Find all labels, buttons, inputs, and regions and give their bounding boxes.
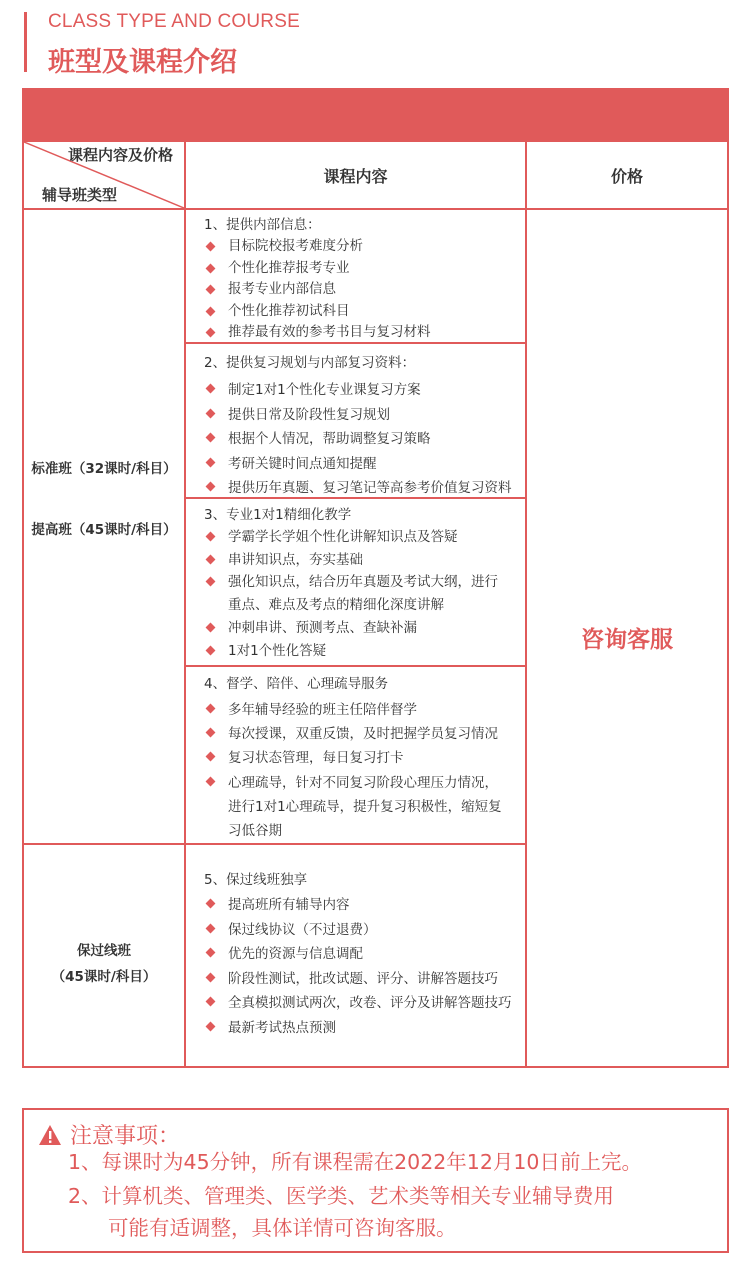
list-item: 复习状态管理，每日复习打卡 — [204, 746, 525, 771]
diag-bottom-label: 辅导班类型 — [42, 186, 118, 204]
list-item: 阶段性测试，批改试题、评分、讲解答题技巧 — [204, 967, 525, 992]
header-title: 班型及课程介绍 — [48, 47, 237, 78]
diamond-bullet-icon — [206, 752, 216, 762]
section-one-on-one — [186, 499, 525, 662]
section-review-plan — [186, 344, 525, 501]
diamond-bullet-icon — [206, 408, 216, 418]
diamond-bullet-icon — [206, 433, 216, 443]
list-item: 保过线协议（不过退费） — [204, 918, 525, 943]
diamond-bullet-icon — [206, 306, 216, 316]
diamond-bullet-icon — [206, 263, 216, 273]
notice-line-1: 1、每课时为45分钟，所有课程需在2022年12月10日前上完。 — [68, 1150, 642, 1174]
section-title: 5、保过线班独享 — [204, 872, 308, 888]
section-title: 1、提供内部信息： — [204, 217, 321, 233]
section-title: 2、提供复习规划与内部复习资料： — [204, 355, 416, 371]
diamond-bullet-icon — [206, 777, 216, 787]
price-consult-service[interactable]: 咨询客服 — [581, 626, 673, 653]
class-type-standard: 标准班（32课时/科目） — [31, 461, 177, 477]
notice-title — [38, 1119, 180, 1150]
table-top-banner — [22, 88, 729, 140]
diag-top-label: 课程内容及价格 — [68, 146, 174, 164]
list-item: 最新考试热点预测 — [204, 1016, 525, 1041]
diamond-bullet-icon — [206, 328, 216, 338]
diamond-bullet-icon — [206, 948, 216, 958]
list-item: 根据个人情况，帮助调整复习策略 — [204, 427, 525, 452]
diamond-bullet-icon — [206, 554, 216, 564]
diamond-bullet-icon — [206, 482, 216, 492]
diamond-bullet-icon — [206, 384, 216, 394]
column-header-content: 课程内容 — [323, 166, 388, 186]
list-item: 全真模拟测试两次，改卷、评分及讲解答题技巧 — [204, 991, 525, 1016]
notice-line-2: 2、计算机类、管理类、医学类、艺术类等相关专业辅导费用 — [68, 1184, 615, 1208]
section-guarantee — [186, 845, 525, 1040]
diamond-bullet-icon — [206, 728, 216, 738]
list-item: 提高班所有辅导内容 — [204, 893, 525, 918]
list-item: 优先的资源与信息调配 — [204, 942, 525, 967]
list-item: 1对1个性化答疑 — [204, 640, 525, 663]
diamond-bullet-icon — [206, 285, 216, 295]
list-item: 报考专业内部信息 — [204, 279, 525, 301]
list-item: 个性化推荐初试科目 — [204, 301, 525, 323]
diamond-bullet-icon — [206, 899, 216, 909]
section-title: 4、督学、陪伴、心理疏导服务 — [204, 676, 389, 692]
diamond-bullet-icon — [206, 972, 216, 982]
notice-line-3: 可能有适调整，具体详情可咨询客服。 — [108, 1216, 457, 1240]
diamond-bullet-icon — [206, 704, 216, 714]
list-item: 冲刺串讲、预测考点、查缺补漏 — [204, 617, 525, 640]
class-type-advanced: 提高班（45课时/科目） — [31, 522, 177, 538]
list-item: 多年辅导经验的班主任陪伴督学 — [204, 698, 525, 722]
warning-icon — [38, 1124, 62, 1146]
diamond-bullet-icon — [206, 577, 216, 587]
diamond-bullet-icon — [206, 645, 216, 655]
list-item: 目标院校报考难度分析 — [204, 236, 525, 258]
section-internal-info — [186, 208, 525, 344]
notice-box — [22, 1108, 729, 1253]
diamond-bullet-icon — [206, 457, 216, 467]
diamond-bullet-icon — [206, 1021, 216, 1031]
list-item: 个性化推荐报考专业 — [204, 258, 525, 280]
diamond-bullet-icon — [206, 997, 216, 1007]
course-table — [22, 140, 729, 1068]
list-item: 强化知识点，结合历年真题及考试大纲，进行重点、难点及考点的精细化深度讲解 — [204, 571, 525, 617]
notice-title-text: 注意事项： — [70, 1124, 181, 1149]
header-english-title: CLASS TYPE AND COURSE — [48, 11, 300, 32]
list-item: 学霸学长学姐个性化讲解知识点及答疑 — [204, 526, 525, 549]
list-item: 提供历年真题、复习笔记等高参考价值复习资料 — [204, 476, 525, 501]
list-item: 每次授课，双重反馈，及时把握学员复习情况 — [204, 722, 525, 746]
section-title: 3、专业1对1精细化教学 — [204, 507, 352, 523]
class-type-guarantee-hours: （45课时/科目） — [51, 969, 157, 985]
diamond-bullet-icon — [206, 923, 216, 933]
header-accent-bar — [24, 12, 27, 72]
class-type-guarantee: 保过线班 — [77, 943, 131, 959]
section-supervision — [186, 667, 525, 843]
list-item: 串讲知识点，夯实基础 — [204, 549, 525, 572]
diamond-bullet-icon — [206, 623, 216, 633]
list-item: 制定1对1个性化专业课复习方案 — [204, 378, 525, 403]
list-item: 心理疏导，针对不同复习阶段心理压力情况，进行1对1心理疏导，提升复习积极性，缩短复习低谷期 — [204, 771, 525, 843]
list-item: 提供日常及阶段性复习规划 — [204, 403, 525, 428]
diamond-bullet-icon — [206, 532, 216, 542]
column-header-price: 价格 — [610, 166, 643, 186]
diamond-bullet-icon — [206, 242, 216, 252]
list-item: 推荐最有效的参考书目与复习材料 — [204, 322, 525, 344]
list-item: 考研关键时间点通知提醒 — [204, 452, 525, 477]
